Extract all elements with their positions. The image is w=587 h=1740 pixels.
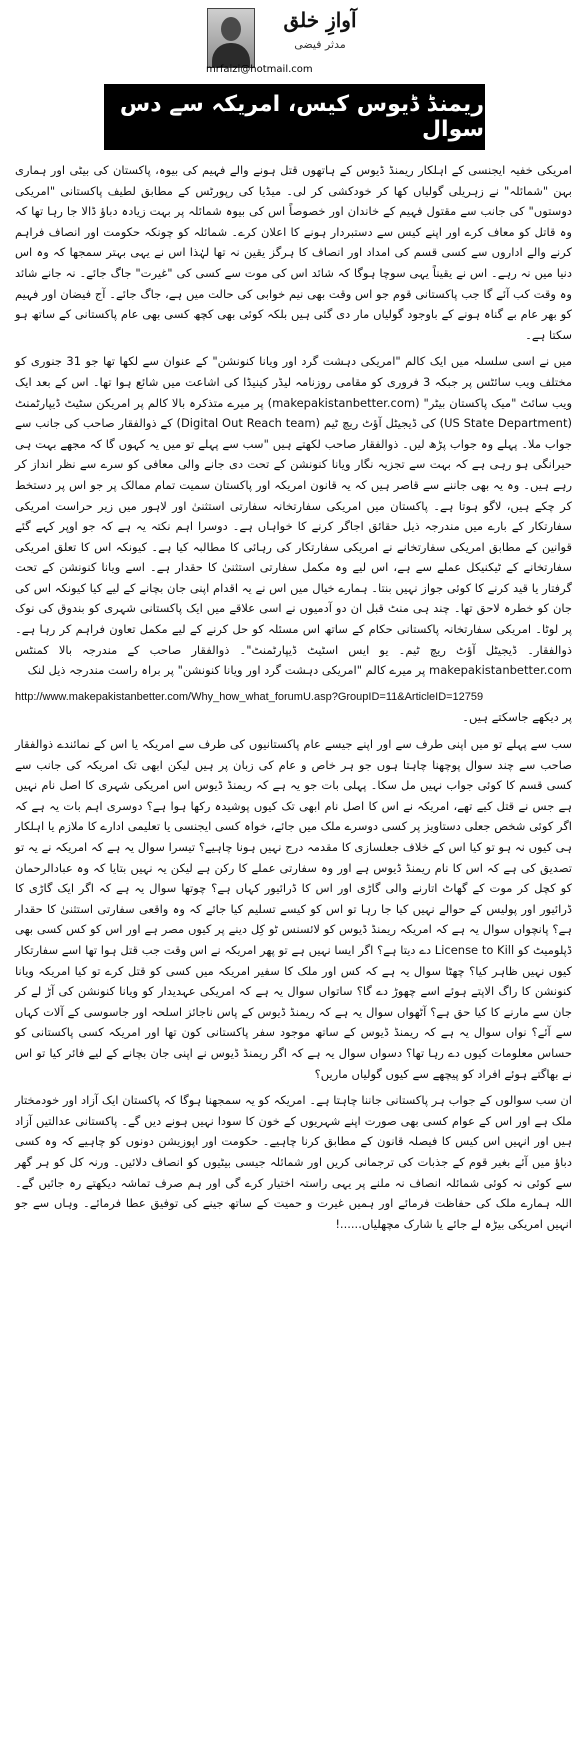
article-headline: ریمنڈ ڈیوس کیس، امریکہ سے دس سوال — [119, 92, 484, 142]
author-name: مدثر فیضی — [294, 38, 346, 51]
column-masthead — [150, 4, 440, 76]
article-body — [15, 160, 572, 1240]
headline-banner — [104, 84, 485, 150]
paragraph-5: ان سب سوالوں کے جواب ہر پاکستانی جاننا چاہتا ہے۔ امریکہ کو یہ سمجھنا ہوگا کہ پاکستان ایک آزاد اور خودمختار ملک ہے اور اس کے عوام کسی بھی صورت اپنے شہریوں کے خون کا سودا نہیں ہونے دیں گے۔ پاکستانی عدالتیں آزاد ہیں اور انہیں اس کیس کا فیصلہ قانون کے مطابق کرنا چاہیے۔ حکومت اور اپوزیشن دونوں کو چاہیے کہ وہ کسی دباؤ میں آئے بغیر قوم کے جذبات کی ترجمانی کریں اور شمائلہ جیسی بیٹیوں کو انصاف دلائیں۔ ورنہ کل کو ہر گھر سے کوئی نہ کوئی شمائلہ انصاف نہ ملنے پر یہی راستہ اختیار کرے گی اور ہم صرف تماشہ دیکھتے رہ جائیں گے۔ اللہ ہمارے ملک کی حفاظت فرمائے اور ہمیں غیرت و حمیت کے ساتھ جینے کی توفیق عطا فرمائے۔ وہاں سے جو انہیں امریکی بیڑہ لے جائے یا شارک مچھلیاں......! — [15, 1093, 572, 1231]
paragraph-1: امریکی خفیہ ایجنسی کے اہلکار ریمنڈ ڈیوس کے ہاتھوں قتل ہونے والے فہیم کی بیوہ، پاکستان کی بیٹی اور ہماری بہن "شمائلہ" نے زہریلی گولیاں کھا کر خودکشی کر لی۔ میڈیا کی رپورٹس کے مطابق لطیف پاکستانی "امریکی دوستوں" کی جانب سے مقتول فہیم کے خاندان اور خصوصاً اس کی بیوہ شمائلہ پر بہت زیادہ دباؤ ڈالا جا رہا تھا کہ وہ قاتل کو معاف کرے اور اپنے کیس سے دستبردار ہونے کا اعلان کرے۔ شمائلہ کو چونکہ حکومت اور انصاف فراہم کرنے والے اداروں سے کسی قسم کی امداد اور انصاف کا ہرگز یقین نہ تھا لہٰذا اس نے یہی بہتر سمجھا کہ وہ اس دنیا میں نہ رہے۔ اس نے یقیناً یہی سوچا ہوگا کہ شائد اس کی موت سے کسی کی "غیرت" جاگ جائے۔ نہ جانے شائد وہ وقت کب آئے گا جب پاکستانی قوم جو اس وقت بھی نیم خوابی کی حالت میں ہے، جاگ جائے۔ آج فیضان اور فہیم کو بھر عام بے گناہ ہونے کے باوجود گولیاں مار دی گئی ہیں بلکہ کوئی بھی کچھ کسی بھی عام پاکستانی کے ساتھ ہو سکتا ہے۔ — [15, 163, 572, 342]
paragraph-3: پر دیکھے جاسکتے ہیں۔ — [462, 710, 572, 725]
paragraph-4: سب سے پہلے تو میں اپنی طرف سے اور اپنے جیسے عام پاکستانیوں کی طرف سے امریکہ یا اس کے نمائندے ذوالفقار صاحب سے چند سوال پوچھنا چاہتا ہوں جو ہر خاص و عام کی زبان پر ہیں لیکن ابھی تک امریکہ کی جانب سے کسی قسم کا کوئی جواب نہیں مل سکا۔ پہلی بات جو یہ ہے کہ ریمنڈ ڈیوس اس امریکی شہری کا اصل نام نہیں ہے جس نے قتل کیے تھے، امریکہ نے اس کا اصل نام ابھی تک کیوں پوشیدہ رکھا ہوا ہے؟ دوسری اہم بات یہ ہے کہ اگر کوئی شخص جعلی دستاویز پر کسی دوسرے ملک میں جائے، خواہ کسی ایجنسی یا تعلیمی ادارے کا ملازم یا اہلکار ہی کیوں نہ ہو تو کیا اس کے خلاف جعلسازی کا مقدمہ درج نہیں ہونا چاہیے؟ تیسرا سوال یہ ہے کہ امریکہ نے یہ تو تصدیق کی ہے کہ اس کا نام ریمنڈ ڈیوس ہے اور وہ سفارتی عملے کا رکن ہے لیکن یہ نہیں بتایا کہ وہ عبادالرحمان کو کچل کر موت کے گھاٹ اتارنے والی گاڑی اور اس کا ڈرائیور کہاں ہے؟ چوتھا سوال یہ ہے کہ اگر ایک گاڑی کا ڈرائیور اور پولیس کے حوالے نہیں کیا جا رہا تو اس کو کیسے تسلیم کیا جائے کہ وہ واقعی سفارتی استثنیٰ کا حقدار ہے؟ پانچواں سوال یہ ہے کہ امریکہ ریمنڈ ڈیوس کو لائسنس ٹو کِل دینے پر کیوں مصر ہے اور اس کو کس کسی بھی ڈپلومیٹ کو License to Kill دے دیتا ہے؟ اگر ایسا نہیں ہے تو پھر امریکہ نے اس وقت جب قتل ہوا تھا اسے سفارتکار کیوں نہیں ظاہر کیا؟ چھٹا سوال یہ ہے کہ کس اور ملک کا سفیر امریکہ میں کسی کو قتل کرے تو کیا امریکہ ویانا کنونشن کا راگ الاپتے ہوئے اسے چھوڑ دے گا؟ ساتواں سوال یہ ہے کہ امریکی عہدیدار کو ویانا کنونشن کی آڑ لے کر جان سے مارنے کا کیا حق ہے؟ آٹھواں سوال یہ ہے کہ ریمنڈ ڈیوس کے پاس ناجائز اسلحہ اور جاسوسی کے آلات کہاں سے آئے؟ نواں سوال یہ ہے کہ ریمنڈ ڈیوس کے ساتھ موجود سفر پاکستانی کون تھا اور امریکہ کسی پاکستانی کو حساس معلومات کیوں دے رہا تھا؟ دسواں سوال یہ ہے کہ اگر ریمنڈ ڈیوس نے اپنی جان بچانے کے لیے فائر کیا تو اس نے بھاگتے ہوئے افراد کو پیچھے سے کیوں گولیاں ماریں؟ — [15, 737, 572, 1081]
article-link[interactable]: http://www.makepakistanbetter.com/Why_how_what_forumU.asp?GroupID=11&ArticleID=12759 — [15, 690, 484, 703]
paragraph-2: میں نے اسی سلسلہ میں ایک کالم "امریکی دہشت گرد اور ویانا کنونشن" کے عنوان سے لکھا تھا جو 31 جنوری کو مختلف ویب سائٹس پر جبکہ 3 فروری کو مقامی روزنامہ لیڈر کینیڈا کی اشاعت میں شائع ہوا تھا۔ اس کے بعد ایک ویب سائٹ "میک پاکستان بیٹر" (makepakistanbetter.com) پر میرے متذکرہ بالا کالم پر امریکن سٹیٹ ڈیپارٹمنٹ (US State Department) کی ڈیجیٹل آؤٹ ریچ ٹیم (Digital Out Reach team) کے ذوالفقار صاحب کی جانب سے جواب ملا۔ پہلے وہ جواب پڑھ لیں۔ ذوالفقار صاحب لکھتے ہیں "سب سے پہلے تو میں یہ کہوں گا کہ مجھے بہت ہی حیرانگی ہو رہی ہے کہ بہت سے تجزیہ نگار ویانا کنونشن کے تحت دی جانے والی معافی کو سرے سے نظر انداز کر رہے ہیں۔ وہ یہ بھی جاننے سے قاصر ہیں کہ یہ قانون امریکہ اور پاکستان سمیت تمام ممالک پر جو اس پر دستخط کر چکے ہیں، لاگو ہوتا ہے۔ پاکستان میں امریکی سفارتخانہ سفارتی استثنیٰ اور لاہور میں زیر حراست امریکی سفارتکار کے بارے میں مندرجہ ذیل حقائق اجاگر کرنے کا خواہاں ہے۔ دوسرا اہم نکتہ یہ ہے کہ جو اوپر کہے گئے قوانین کے مطابق امریکی سفارتخانے نے امریکی سفارتکار کی رہائی کا مطالبہ کیا ہے۔ کیونکہ اس کا تعلق امریکی سفارتخانے کے ٹیکنیکل عملے سے ہے، اس لیے وہ مکمل سفارتی استثنیٰ کا حقدار ہے۔ اسے ویانا کنونشن کے تحت گرفتار یا قید کرنے کا کوئی جواز نہیں بنتا۔ ہمارے خیال میں اس نے یہ اقدام اپنی جان بچانے کے لیے کیا کیونکہ اس کی جان کو خطرہ لاحق تھا۔ چند ہی منٹ قبل ان دو آدمیوں نے اسی علاقے میں ایک پاکستانی شہری کو بندوق کی نوک پر لوٹا۔ امریکی سفارتخانہ پاکستانی حکام کے ساتھ اس مسئلہ کو حل کرنے کے لیے مکمل تعاون فراہم کر رہا ہے۔ ذوالفقار۔ ڈیجیٹل آؤٹ ریچ ٹیم۔ یو ایس اسٹیٹ ڈیپارٹمنٹ"۔ ذوالفقار صاحب کے مندرجہ بالا کمنٹس makepakistanbetter.com پر میرے کالم "امریکی دہشت گرد اور ویانا کنونشن" پر براہ راست مندرجہ ذیل لنک — [15, 354, 572, 678]
column-name: آوازِ خلق — [283, 8, 357, 32]
author-email[interactable]: mrfaizi@hotmail.com — [206, 64, 313, 75]
author-photo — [207, 8, 255, 68]
